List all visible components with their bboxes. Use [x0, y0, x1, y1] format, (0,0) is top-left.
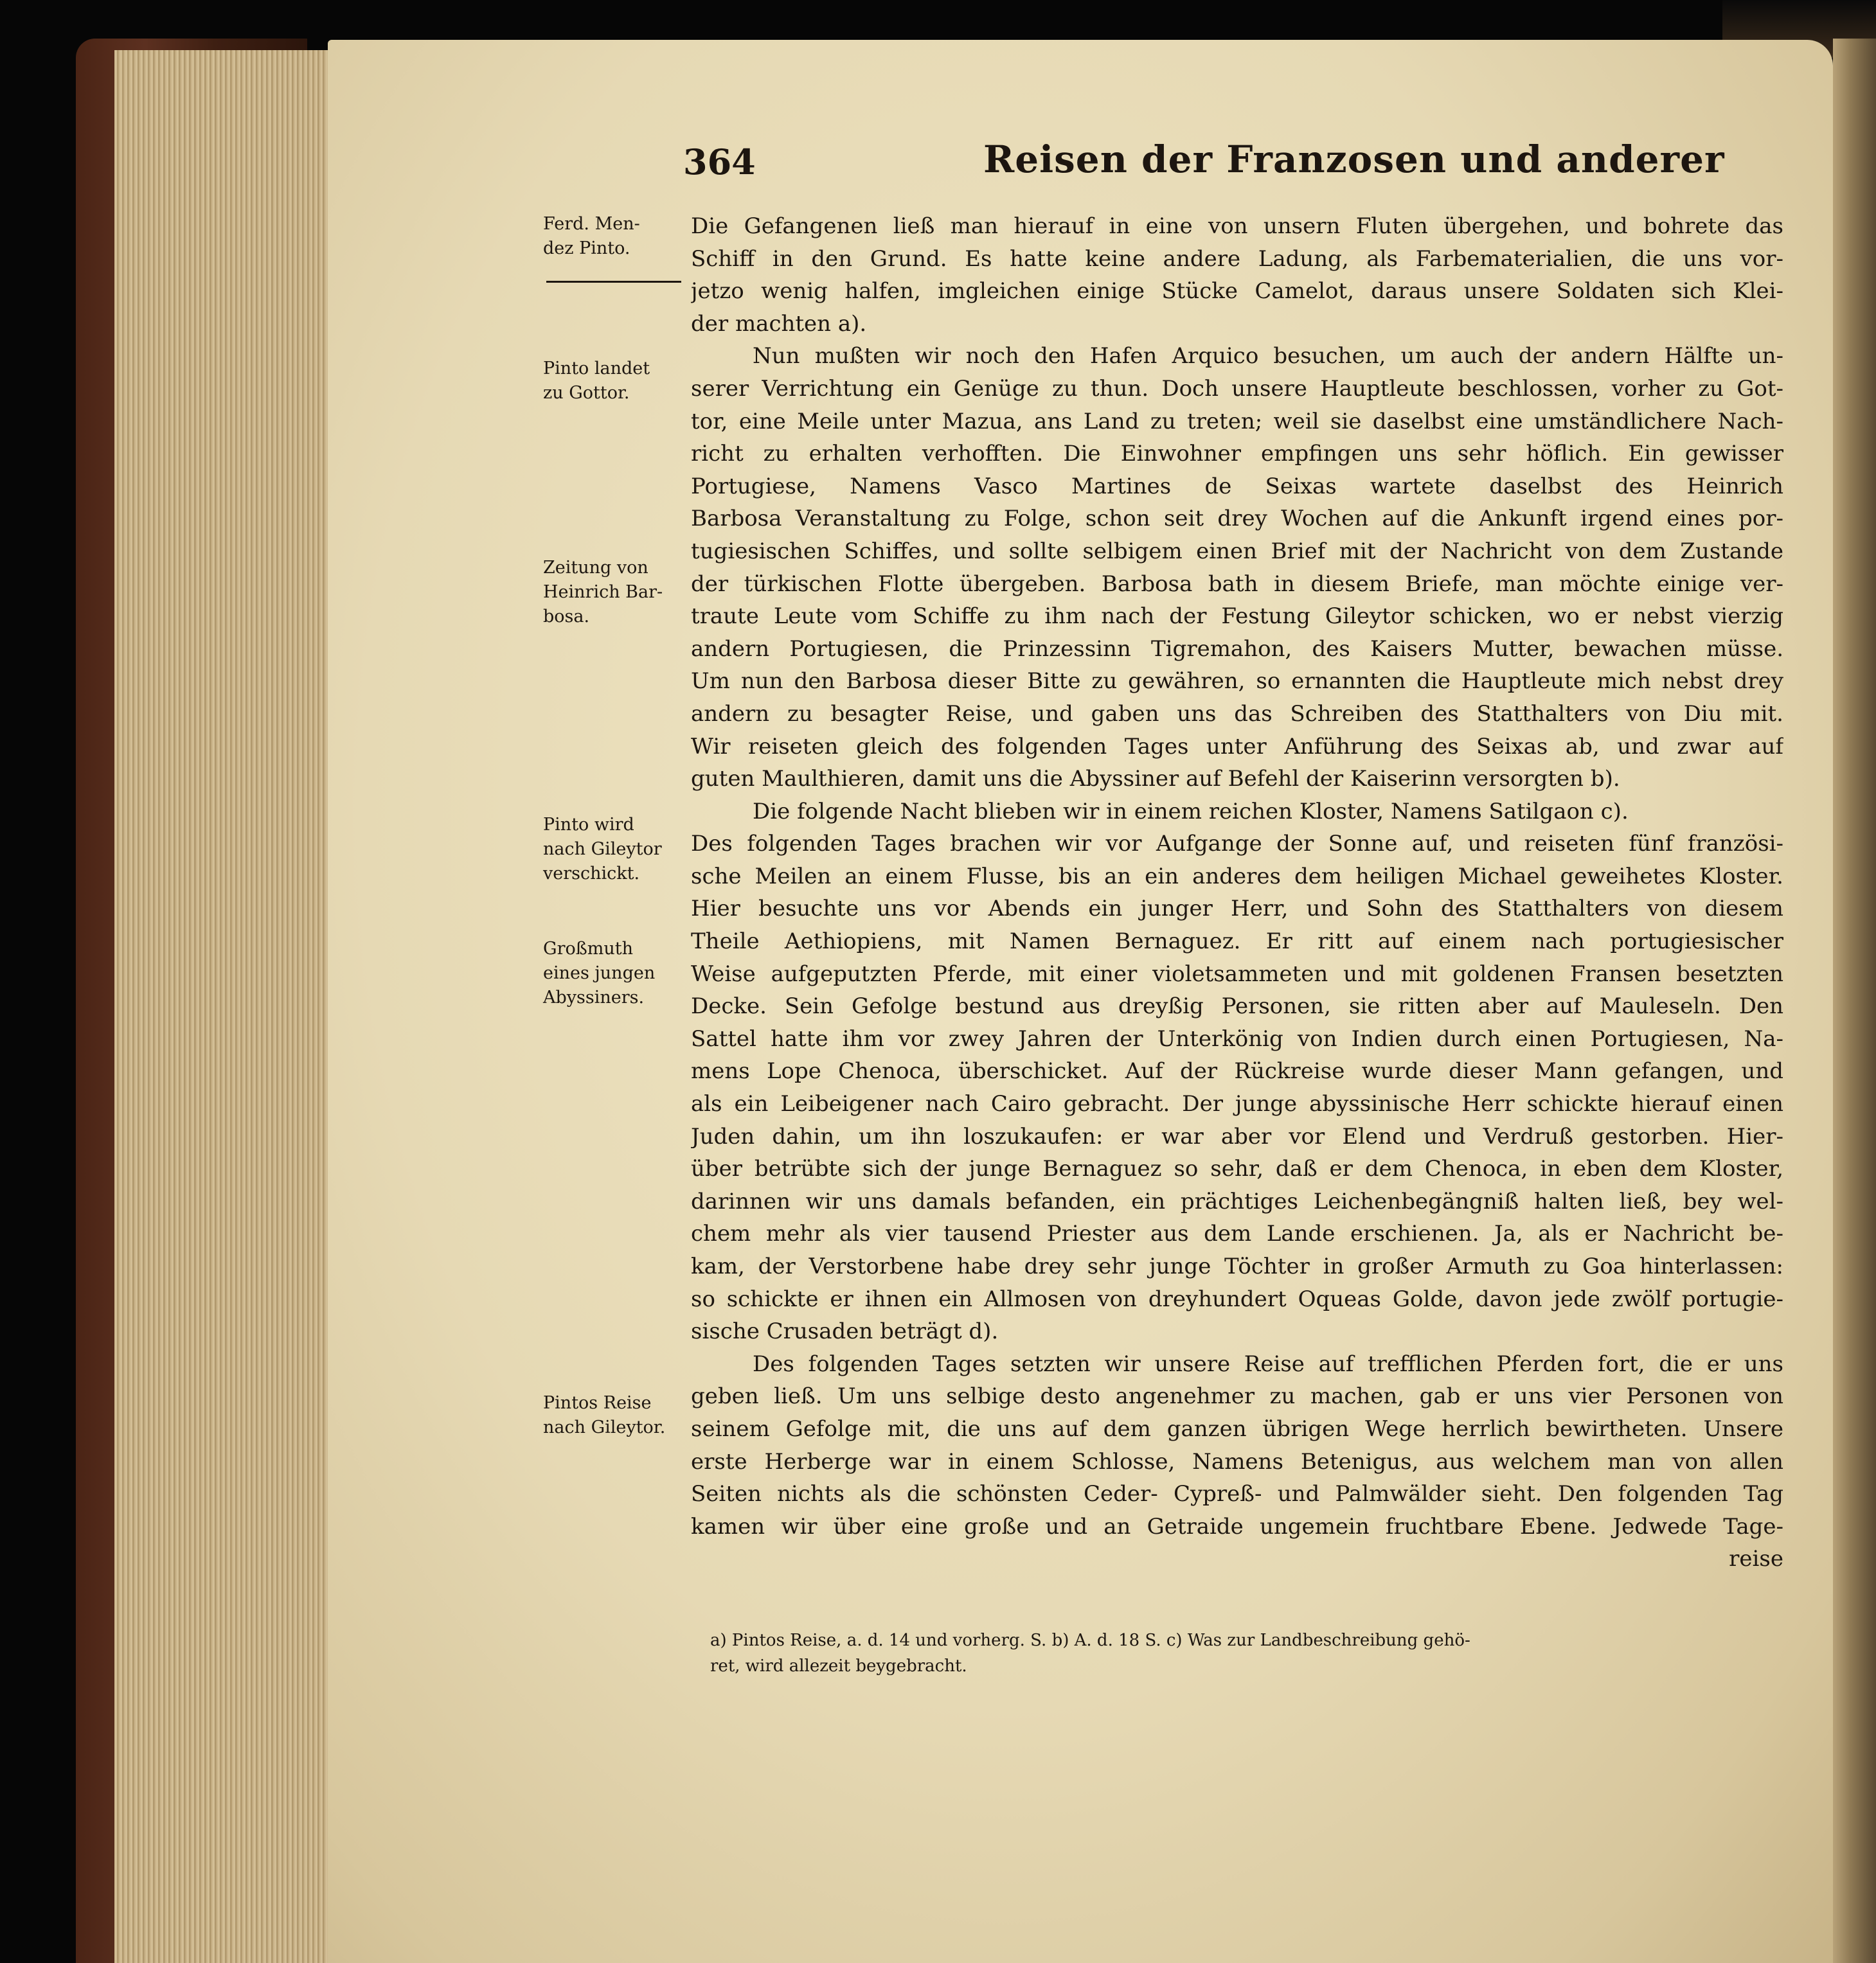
text-line: Nun mußten wir noch den Hafen Arquico besuchen, um auch der andern Hälfte un-: [753, 343, 1783, 369]
text-line: Des folgenden Tages brachen wir vor Aufgange der Sonne auf, und reiseten fünf französi-: [691, 831, 1783, 857]
text-line: Hier besuchte uns vor Abends ein junger Herr, und Sohn des Statthalters von diesem: [691, 896, 1783, 922]
text-line: kam, der Verstorbene habe drey sehr junge Töchter in großer Armuth zu Goa hinterlassen:: [691, 1254, 1783, 1279]
margin-note-pintos-reise: Pintos Reise nach Gileytor.: [543, 1393, 666, 1437]
text-line: als ein Leibeigener nach Cairo gebracht. Der junge abyssinische Herr schickte hierauf einen: [691, 1091, 1783, 1117]
text-line: Die folgende Nacht blieben wir in einem reichen Kloster, Namens Satilgaon c).: [753, 798, 1629, 824]
margin-note-grossmuth: Großmuth eines jungen Abyssiners.: [543, 939, 656, 1008]
text-line: Schiff in den Grund. Es hatte keine andere Ladung, als Farbematerialien, die uns vor-: [691, 245, 1783, 272]
margin-note-pinto-landet: Pinto landet zu Gottor.: [543, 359, 650, 403]
margin-note-pinto-verschickt: Pinto wird nach Gileytor verschickt.: [543, 815, 662, 884]
text-line: so schickte er ihnen ein Allmosen von dreyhundert Oqueas Golde, davon jede zwölf portugie-: [691, 1286, 1783, 1312]
text-line: Weise aufgeputzten Pferde, mit einer violetsammeten und mit goldenen Fransen besetzten: [691, 961, 1783, 987]
text-line: reise: [1729, 1546, 1783, 1572]
text-line: tugiesischen Schiffes, und sollte selbigem einen Brief mit der Nachricht von dem Zustande: [691, 538, 1783, 564]
text-line: Theile Aethiopiens, mit Namen Bernaguez. Er ritt auf einem nach portugiesischer: [691, 928, 1783, 955]
text-line: Portugiese, Namens Vasco Martines de Seixas wartete daselbst des Heinrich: [691, 473, 1783, 499]
body-text: [691, 210, 1783, 1576]
text-line: chem mehr als vier tausend Priester aus dem Lande erschienen. Ja, als er Nachricht be-: [691, 1221, 1783, 1247]
text-line: serer Verrichtung ein Genüge zu thun. Doch unsere Hauptleute beschlossen, vorher zu Got-: [691, 375, 1783, 402]
text-line: Um nun den Barbosa dieser Bitte zu gewähren, so ernannten die Hauptleute mich nebst drey: [691, 668, 1783, 695]
running-title: Reisen der Franzosen und anderer: [983, 138, 1725, 181]
page-stack-edge: [114, 50, 333, 1963]
text-line: tor, eine Meile unter Mazua, ans Land zu treten; weil sie daselbst eine umständlichere Nach-: [691, 408, 1783, 434]
text-line: der machten a).: [691, 310, 867, 337]
text-line: seinem Gefolge mit, die uns auf dem ganzen übrigen Wege herrlich bewirtheten. Unsere: [691, 1416, 1783, 1442]
text-line: Sattel hatte ihm vor zwey Jahren der Unterkönig von Indien durch einen Portugiesen, Na-: [691, 1026, 1783, 1052]
text-line: Des folgenden Tages setzten wir unsere Reise auf trefflichen Pferden fort, die er uns: [753, 1351, 1783, 1377]
text-line: über betrübte sich der junge Bernaguez so sehr, daß er dem Chenoca, in eben dem Kloster,: [691, 1156, 1783, 1182]
text-line: sche Meilen an einem Flusse, bis an ein anderes dem heiligen Michael geweihetes Kloster.: [691, 863, 1783, 889]
text-line: guten Maulthieren, damit uns die Abyssiner auf Befehl der Kaiserinn versorgten b).: [691, 766, 1620, 792]
text-line: mens Lope Chenoca, überschicket. Auf der Rückreise wurde dieser Mann gefangen, und: [691, 1058, 1783, 1085]
text-line: geben ließ. Um uns selbige desto angenehmer zu machen, gab er uns vier Personen von: [691, 1383, 1783, 1410]
text-line: richt zu erhalten verhofften. Die Einwohner empfingen uns sehr höflich. Ein gewisser: [691, 441, 1783, 467]
page-gutter: [1833, 39, 1876, 1963]
text-line: erste Herberge war in einem Schlosse, Namens Betenigus, aus welchem man von allen: [691, 1448, 1783, 1475]
text-line: Juden dahin, um ihn loszukaufen: er war aber vor Elend und Verdruß gestorben. Hier-: [691, 1123, 1783, 1150]
text-line: darinnen wir uns damals befanden, ein prächtiges Leichenbegängniß halten ließ, bey wel-: [691, 1188, 1783, 1214]
text-line: sische Crusaden beträgt d).: [691, 1319, 999, 1345]
text-line: Die Gefangenen ließ man hierauf in eine von unsern Fluten übergehen, und bohrete das: [691, 213, 1783, 239]
text-line: der türkischen Flotte übergeben. Barbosa bath in diesem Briefe, man möchte einige ver-: [691, 571, 1783, 597]
margin-note-ferd-mendez-pinto: Ferd. Men- dez Pinto.: [543, 214, 640, 258]
page-number: 364: [683, 141, 756, 182]
text-line: kamen wir über eine große und an Getraide ungemein fruchtbare Ebene. Jedwede Tage-: [691, 1513, 1783, 1540]
text-line: traute Leute vom Schiffe zu ihm nach der Festung Gileytor schicken, wo er nebst vierzig: [691, 603, 1783, 630]
footnote-line: a) Pintos Reise, a. d. 14 und vorherg. S. b) A. d. 18 S. c) Was zur Landbeschreibung gehö-: [710, 1631, 1470, 1650]
footnote-line: ret, wird allezeit beygebracht.: [710, 1657, 967, 1676]
text-line: Decke. Sein Gefolge bestund aus dreyßig Personen, sie ritten aber auf Mauleseln. Den: [691, 993, 1783, 1020]
text-line: Seiten nichts als die schönsten Ceder- Cypreß- und Palmwälder sieht. Den folgenden Tag: [691, 1481, 1783, 1507]
text-line: jetzo wenig halfen, imgleichen einige Stücke Camelot, daraus unsere Soldaten sich Klei-: [691, 278, 1783, 305]
margin-note-zeitung-barbosa: Zeitung von Heinrich Bar- bosa.: [543, 558, 663, 626]
text-line: Barbosa Veranstaltung zu Folge, schon seit drey Wochen auf die Ankunft irgend eines por-: [691, 506, 1783, 532]
margin-rule: [546, 281, 681, 283]
footnotes: [710, 1628, 1783, 1679]
text-line: andern zu besagter Reise, und gaben uns das Schreiben des Statthalters von Diu mit.: [691, 700, 1783, 727]
text-line: Wir reiseten gleich des folgenden Tages unter Anführung des Seixas ab, und zwar auf: [691, 733, 1783, 759]
text-line: andern Portugiesen, die Prinzessinn Tigremahon, des Kaisers Mutter, bewachen müsse.: [691, 635, 1783, 662]
